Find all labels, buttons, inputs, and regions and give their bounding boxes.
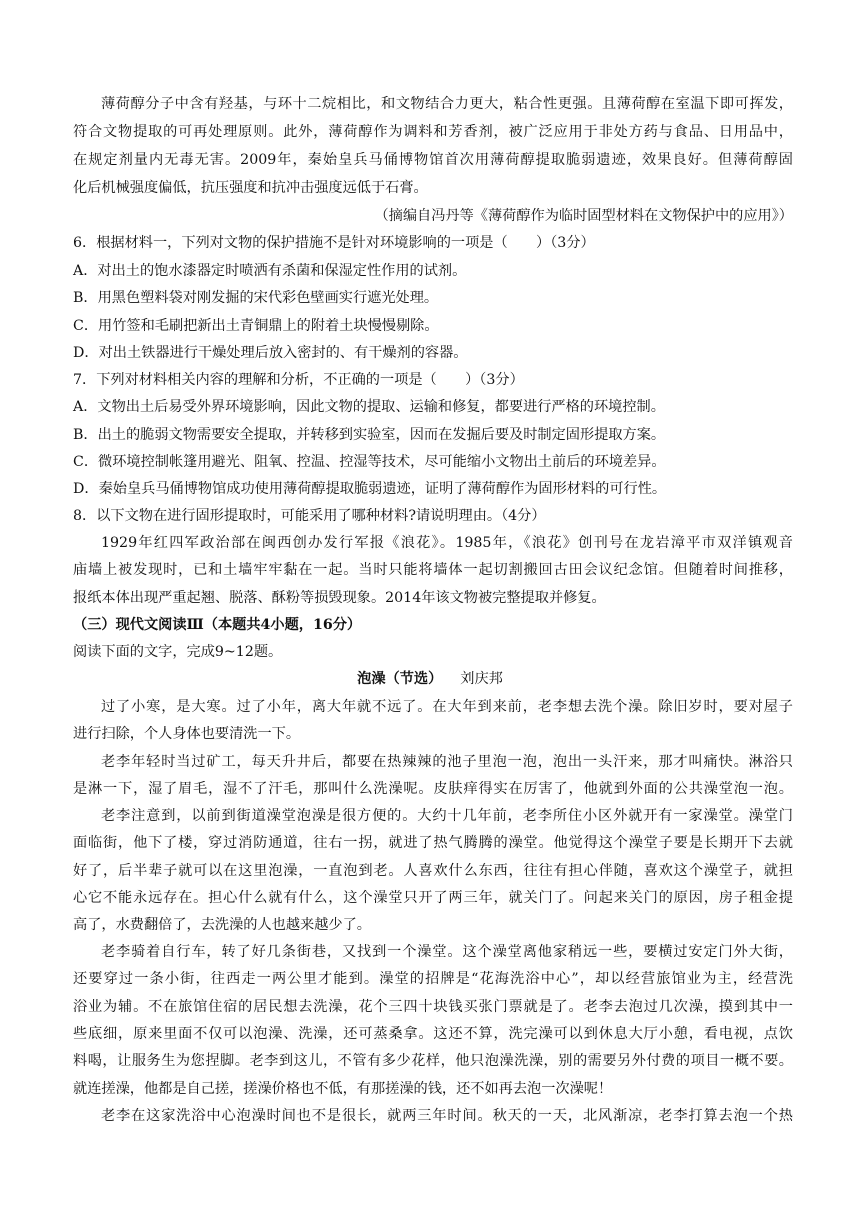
story-line: 老李注意到，以前到街道澡堂泡澡是很方便的。大约十几年前，老李所住小区外就开有一家澡堂。澡堂门 [101,808,793,824]
question-7-option-c: C．微环境控制帐篷用避光、阻氧、控温、控湿等技术，尽可能缩小文物出土前后的环境差异。 [73,454,666,470]
story-title-line [0,669,860,689]
question-6-option-a: A．对出土的饱水漆器定时喷洒有杀菌和保湿定性作用的试剂。 [73,263,467,279]
story-line: 高了，水费翻倍了，去洗澡的人也越来越少了。 [73,917,371,933]
story-line: 面临街，他下了楼，穿过消防通道，往右一拐，就进了热气腾腾的澡堂。他觉得这个澡堂子要是长期开下去就 [73,835,793,851]
question-7-option-a: A．文物出土后易受外界环境影响，因此文物的提取、运输和修复，都要进行严格的环境控制。 [73,399,665,415]
story-line: 浴业为辅。不在旅馆住宿的居民想去洗澡，花个三四十块钱买张门票就是了。老李去泡过几次澡，摸到其中一 [73,999,793,1015]
story-line: 过了小寒，是大寒。过了小年，离大年就不远了。在大年到来前，老李想去洗个澡。除旧岁时，要对屋子 [101,699,793,715]
passage-line: 符合文物提取的可再处理原则。此外，薄荷醇作为调料和芳香剂，被广泛应用于非处方药与食品、日用品中， [73,124,793,140]
question-6-stem: 6．根据材料一，下列对文物的保护措施不是针对环境影响的一项是（ ）（3分） [73,235,595,251]
question-8-line: 报纸本体出现严重起翘、脱落、酥粉等损毁现象。2014年该文物被完整提取并修复。 [73,590,606,606]
story-line: 心它不能永远存在。担心什么就有什么，这个澡堂只开了两三年，就关门了。问起来关门的原因，房子租金提 [73,890,793,906]
passage-line: 在规定剂量内无毒无害。2009年，秦始皇兵马俑博物馆首次用薄荷醇提取脆弱遗迹，效果良好。但薄荷醇固 [73,152,793,168]
question-6-option-c: C．用竹签和毛刷把新出土青铜鼎上的附着土块慢慢剔除。 [73,318,439,334]
story-line: 是淋一下，湿了眉毛，湿不了汗毛，那叫什么洗澡呢。皮肤痒得实在厉害了，他就到外面的公共澡堂泡一泡。 [73,781,793,797]
passage-line: 化后机械强度偏低，抗压强度和抗冲击强度远低于石膏。 [73,180,428,196]
question-6-option-b: B．用黑色塑料袋对刚发掘的宋代彩色壁画实行遮光处理。 [73,290,439,306]
section-heading: （三）现代文阅读Ⅲ（本题共4小题，16分） [73,617,362,633]
question-6-option-d: D．对出土铁器进行干燥处理后放入密封的、有干燥剂的容器。 [73,345,468,361]
story-line: 料喝，让服务生为您捏脚。老李到这儿，不管有多少花样，他只泡澡洗澡，别的需要另外付费的项目一概不要。 [73,1053,793,1069]
story-line: 进行扫除，个人身体也要清洗一下。 [73,726,301,742]
question-7-stem: 7．下列对材料相关内容的理解和分析，不正确的一项是（ ）（3分） [73,372,524,388]
section-instruction: 阅读下面的文字，完成9~12题。 [73,644,283,660]
story-author: 刘庆邦 [460,671,503,687]
passage-line: 薄荷醇分子中含有羟基，与环十二烷相比，和文物结合力更大，粘合性更强。且薄荷醇在室温下即可挥发， [101,96,793,112]
story-line: 些底细，原来里面不仅可以泡澡、洗澡，还可蒸桑拿。这还不算，洗完澡可以到休息大厅小憩，看电视，点饮 [73,1026,793,1042]
question-8-line: 1929年红四军政治部在闽西创办发行军报《浪花》。1985年，《浪花》创刊号在龙岩漳平市双洋镇观音 [101,535,793,551]
story-line: 老李年轻时当过矿工，每天升井后，都要在热辣辣的池子里泡一泡，泡出一头汗来，那才叫痛快。淋浴只 [101,754,793,770]
story-line: 老李在这家洗浴中心泡澡时间也不是很长，就两三年时间。秋天的一天，北风渐凉，老李打算去泡一个热 [101,1108,793,1124]
story-line: 好了，后半辈子就可以在这里泡澡，一直泡到老。人喜欢什么东西，往往有担心伴随，喜欢这个澡堂子，就担 [73,863,793,879]
story-line: 老李骑着自行车，转了好几条街巷，又找到一个澡堂。这个澡堂离他家稍远一些，要横过安定门外大街， [101,944,793,960]
story-title: 泡澡（节选） [357,671,443,687]
question-8-stem: 8．以下文物在进行固形提取时，可能采用了哪种材料?请说明理由。（4分） [73,508,546,524]
story-line: 就连搓澡，他都是自己搓，搓澡价格也不低，有那搓澡的钱，还不如再去泡一次澡呢！ [73,1081,613,1097]
story-line: 还要穿过一条小街，往西走一两公里才能到。澡堂的招牌是“花海洗浴中心”，却以经营旅馆业为主，经营洗 [73,971,793,987]
question-8-line: 庙墙上被发现时，已和土墙牢牢黏在一起。当时只能将墙体一起切割搬回古田会议纪念馆。但随着时间推移， [73,562,793,578]
passage-source: （摘编自冯丹等《薄荷醇作为临时固型材料在文物保护中的应用》） [374,208,793,224]
question-7-option-d: D．秦始皇兵马俑博物馆成功使用薄荷醇提取脆弱遗迹，证明了薄荷醇作为固形材料的可行性。 [73,481,667,497]
question-7-option-b: B．出土的脆弱文物需要安全提取，并转移到实验室，因而在发掘后要及时制定固形提取方案。 [73,427,666,443]
